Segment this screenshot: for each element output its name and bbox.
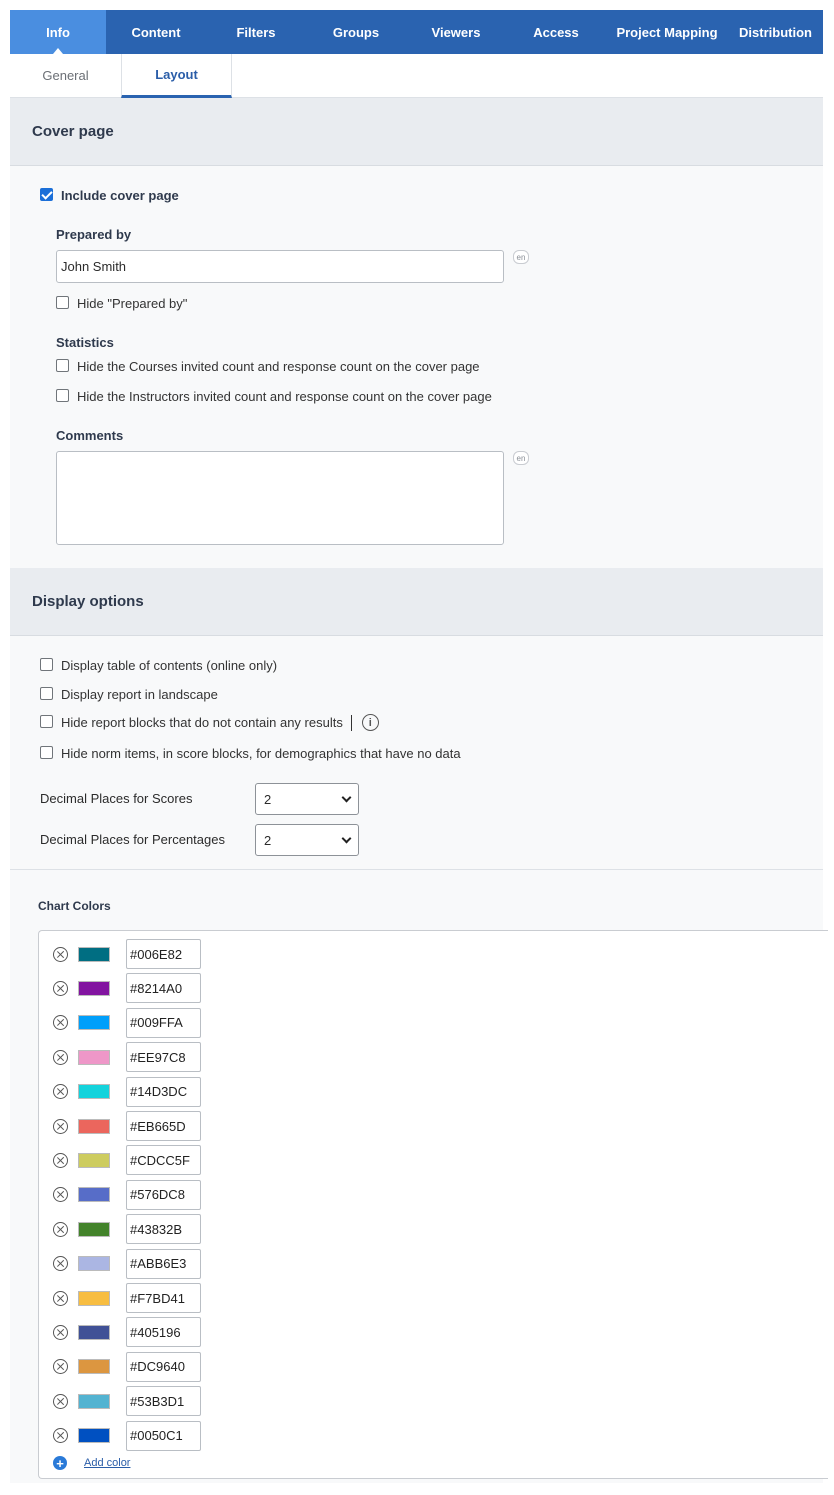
color-swatch[interactable]: [78, 981, 110, 996]
color-swatch[interactable]: [78, 1119, 110, 1134]
color-row: [53, 1077, 201, 1107]
color-swatch[interactable]: [78, 1291, 110, 1306]
color-swatch[interactable]: [78, 1325, 110, 1340]
include-cover-checkbox[interactable]: [40, 188, 53, 201]
color-swatch[interactable]: [78, 1256, 110, 1271]
comments-textarea[interactable]: [56, 451, 504, 545]
color-row: [53, 1386, 201, 1416]
hide-prepared-checkbox[interactable]: [56, 296, 69, 309]
prepared-by-input[interactable]: John Smith: [56, 250, 504, 283]
comments-label: Comments: [56, 428, 124, 443]
color-hex-input[interactable]: #EE97C8: [126, 1042, 201, 1072]
cover-page-title: Cover page: [32, 123, 114, 140]
comments-lang-tag[interactable]: en: [513, 451, 529, 465]
hide-empty-option[interactable]: [40, 714, 379, 731]
color-swatch[interactable]: [78, 1153, 110, 1168]
scores-label: Decimal Places for Scores: [40, 791, 193, 806]
remove-color-icon[interactable]: [53, 1325, 68, 1340]
toc-option[interactable]: [40, 658, 277, 673]
color-hex-input[interactable]: #14D3DC: [126, 1077, 201, 1107]
landscape-checkbox[interactable]: [40, 687, 53, 700]
cover-page-header: [10, 98, 823, 166]
layout-panel: [10, 98, 823, 1483]
add-color-button[interactable]: [53, 1456, 130, 1470]
tab-access[interactable]: Access: [533, 24, 579, 40]
color-swatch[interactable]: [78, 1428, 110, 1443]
display-options-header: [10, 568, 823, 636]
color-hex-input[interactable]: #006E82: [126, 939, 201, 969]
color-row: [53, 939, 201, 969]
hide-prepared-option[interactable]: [56, 296, 187, 311]
color-hex-input[interactable]: #F7BD41: [126, 1283, 201, 1313]
statistics-label: Statistics: [56, 335, 114, 350]
sub-tabs: [10, 54, 823, 98]
percent-label: Decimal Places for Percentages: [40, 832, 225, 847]
landscape-option[interactable]: [40, 687, 218, 702]
color-hex-input[interactable]: #009FFA: [126, 1008, 201, 1038]
color-row: [53, 1145, 201, 1175]
remove-color-icon[interactable]: [53, 1222, 68, 1237]
remove-color-icon[interactable]: [53, 1015, 68, 1030]
divider: [351, 715, 352, 731]
color-hex-input[interactable]: #43832B: [126, 1214, 201, 1244]
color-swatch[interactable]: [78, 1222, 110, 1237]
remove-color-icon[interactable]: [53, 1084, 68, 1099]
remove-color-icon[interactable]: [53, 1119, 68, 1134]
toc-label: Display table of contents (online only): [61, 658, 278, 673]
info-icon[interactable]: i: [362, 714, 379, 731]
scores-select-value: 2: [264, 791, 272, 807]
subtab-general[interactable]: General: [42, 68, 89, 83]
include-cover-option[interactable]: [40, 188, 179, 203]
remove-color-icon[interactable]: [53, 1394, 68, 1409]
remove-color-icon[interactable]: [53, 1428, 68, 1443]
color-hex-input[interactable]: #CDCC5F: [126, 1145, 201, 1175]
subtab-layout[interactable]: Layout: [121, 54, 232, 98]
color-hex-input[interactable]: #EB665D: [126, 1111, 201, 1141]
remove-color-icon[interactable]: [53, 1291, 68, 1306]
divider: [10, 869, 823, 870]
hide-courses-label: Hide the Courses invited count and response count on the cover page: [77, 359, 480, 374]
hide-norm-label: Hide norm items, in score blocks, for demographics that have no data: [61, 746, 461, 761]
include-cover-label: Include cover page: [61, 188, 179, 203]
chart-colors-title: Chart Colors: [38, 899, 111, 913]
color-swatch[interactable]: [78, 1359, 110, 1374]
color-row: [53, 1421, 201, 1451]
color-row: [53, 1042, 201, 1072]
color-hex-input[interactable]: #0050C1: [126, 1421, 201, 1451]
toc-checkbox[interactable]: [40, 658, 53, 671]
prepared-by-label: Prepared by: [56, 227, 132, 242]
color-swatch[interactable]: [78, 947, 110, 962]
hide-prepared-label: Hide "Prepared by": [77, 296, 188, 311]
color-swatch[interactable]: [78, 1394, 110, 1409]
color-swatch[interactable]: [78, 1084, 110, 1099]
top-nav: [10, 10, 823, 54]
tab-content[interactable]: Content: [131, 24, 181, 40]
add-color-link[interactable]: Add color: [84, 1457, 131, 1469]
plus-icon: +: [53, 1456, 67, 1470]
tab-viewers[interactable]: Viewers: [431, 24, 481, 40]
percent-select[interactable]: [255, 824, 359, 856]
tab-groups[interactable]: Groups: [332, 24, 380, 40]
landscape-label: Display report in landscape: [61, 687, 218, 702]
remove-color-icon[interactable]: [53, 1256, 68, 1271]
color-row: [53, 973, 201, 1003]
color-row: [53, 1352, 201, 1382]
color-hex-input[interactable]: #405196: [126, 1317, 201, 1347]
color-swatch[interactable]: [78, 1187, 110, 1202]
color-hex-input[interactable]: #8214A0: [126, 973, 201, 1003]
remove-color-icon[interactable]: [53, 1050, 68, 1065]
tab-distribution[interactable]: Distribution: [739, 24, 812, 40]
hide-instructors-option[interactable]: [56, 389, 492, 404]
color-hex-input[interactable]: #DC9640: [126, 1352, 201, 1382]
remove-color-icon[interactable]: [53, 947, 68, 962]
hide-instructors-checkbox[interactable]: [56, 389, 69, 402]
tab-project-mapping[interactable]: Project Mapping: [616, 24, 718, 40]
hide-courses-checkbox[interactable]: [56, 359, 69, 372]
color-row: [53, 1317, 201, 1347]
prepared-by-lang-tag[interactable]: en: [513, 250, 529, 264]
remove-color-icon[interactable]: [53, 981, 68, 996]
hide-norm-option[interactable]: [40, 746, 461, 761]
remove-color-icon[interactable]: [53, 1187, 68, 1202]
display-options-title: Display options: [32, 593, 144, 610]
remove-color-icon[interactable]: [53, 1359, 68, 1374]
color-row: [53, 1283, 201, 1313]
color-row: [53, 1008, 201, 1038]
hide-courses-option[interactable]: [56, 359, 480, 374]
color-hex-input[interactable]: #576DC8: [126, 1180, 201, 1210]
tab-info[interactable]: Info: [10, 10, 106, 54]
scores-select[interactable]: [255, 783, 359, 815]
percent-select-value: 2: [264, 832, 272, 848]
chart-colors-list: [38, 930, 828, 1479]
color-row: [53, 1249, 201, 1279]
hide-empty-checkbox[interactable]: [40, 715, 53, 728]
color-row: [53, 1180, 201, 1210]
chevron-down-icon: [342, 833, 352, 843]
color-hex-input[interactable]: #ABB6E3: [126, 1249, 201, 1279]
hide-instructors-label: Hide the Instructors invited count and response count on the cover page: [77, 389, 492, 404]
hide-empty-label: Hide report blocks that do not contain any results: [61, 715, 343, 730]
hide-norm-checkbox[interactable]: [40, 746, 53, 759]
color-row: [53, 1111, 201, 1141]
chevron-down-icon: [342, 792, 352, 802]
color-swatch[interactable]: [78, 1015, 110, 1030]
color-hex-input[interactable]: #53B3D1: [126, 1386, 201, 1416]
tab-filters[interactable]: Filters: [236, 24, 276, 40]
remove-color-icon[interactable]: [53, 1153, 68, 1168]
color-swatch[interactable]: [78, 1050, 110, 1065]
color-row: [53, 1214, 201, 1244]
